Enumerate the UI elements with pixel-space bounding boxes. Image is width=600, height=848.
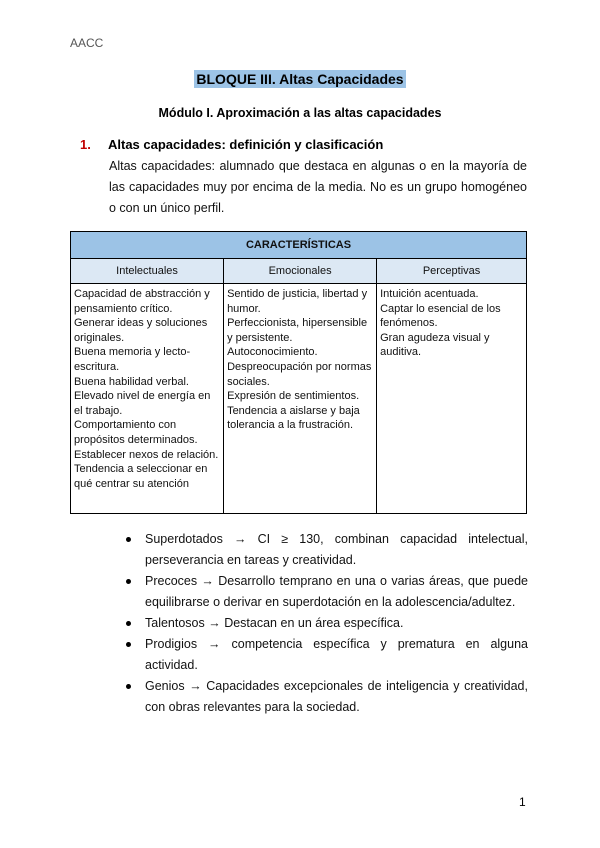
cell-line: Perfeccionista, hipersensible y persistente. (227, 317, 368, 344)
cell-emocionales (224, 284, 377, 514)
cell-line: Elevado nivel de energía en el trabajo. (74, 390, 211, 417)
cell-line: Intuición acentuada. (380, 288, 479, 300)
list-item (120, 676, 528, 718)
list-item-text: Prodigios → competencia específica y prematura en alguna actividad. (145, 637, 528, 672)
list-item (120, 571, 528, 613)
table-header-row (71, 259, 527, 284)
column-header-perceptivas: Perceptivas (377, 259, 527, 284)
section-intro: Altas capacidades: alumnado que destaca en algunas o en la mayoría de las capacidades muy por encima de la media. No es un grupo homogéneo o con un único perfil. (109, 159, 527, 215)
cell-line: Gran agudeza visual y auditiva. (380, 331, 490, 359)
column-header-emocionales: Emocionales (224, 259, 377, 284)
section-number: 1. (80, 137, 91, 152)
list-item-text: Precoces → Desarrollo temprano en una o varias áreas, que puede equilibrarse o derivar en superdotación en la adolescencia/adultez. (145, 574, 528, 609)
cell-line: Buena habilidad verbal. (74, 375, 189, 388)
section-heading (80, 137, 383, 152)
list-item (120, 613, 528, 634)
bullet-icon (126, 642, 131, 647)
cell-line: Despreocupación por normas sociales. (227, 360, 372, 388)
page-title (0, 71, 600, 89)
table-title: CARACTERÍSTICAS (71, 232, 527, 259)
list-item-text: Superdotados → CI ≥ 130, combinan capacidad intelectual, perseverancia en tareas y creatividad. (145, 532, 528, 567)
cell-line: Captar lo esencial de los fenómenos. (380, 302, 501, 330)
list-item-text: Genios → Capacidades excepcionales de inteligencia y creatividad, con obras relevantes para la sociedad. (145, 679, 528, 714)
bullet-icon (126, 684, 131, 689)
page-title-text: BLOQUE III. Altas Capacidades (196, 71, 404, 87)
header-tag: AACC (70, 36, 104, 50)
table-title-row (71, 232, 527, 259)
cell-line: Sentido de justicia, libertad y humor. (227, 288, 368, 315)
cell-line: Establecer nexos de relación. (74, 448, 219, 461)
cell-line: Capacidad de abstracción y pensamiento crítico. (74, 288, 210, 315)
section-heading-text: Altas capacidades: definición y clasificación (108, 137, 384, 152)
cell-line: Buena memoria y lecto-escritura. (74, 346, 191, 373)
cell-line: Expresión de sentimientos. (227, 390, 360, 403)
bullet-icon (126, 579, 131, 584)
cell-line: Comportamiento con propósitos determinados. (74, 419, 198, 446)
types-list (120, 529, 528, 718)
module-subtitle: Módulo I. Aproximación a las altas capacidades (158, 106, 442, 120)
characteristics-table (70, 231, 527, 514)
bullet-icon (126, 537, 131, 542)
cell-line: Generar ideas y soluciones originales. (74, 317, 208, 344)
list-item (120, 529, 528, 571)
cell-line: Tendencia a aislarse y baja tolerancia a la frustración. (227, 404, 360, 432)
cell-intelectuales (71, 284, 224, 514)
cell-line: Autoconocimiento. (227, 346, 318, 359)
list-item (120, 634, 528, 676)
table-row (71, 284, 527, 514)
bullet-icon (126, 621, 131, 626)
column-header-intelectuales: Intelectuales (71, 259, 224, 284)
cell-line: Tendencia a seleccionar en qué centrar su atención (74, 463, 208, 490)
cell-perceptivas (377, 284, 527, 514)
list-item-text: Talentosos → Destacan en un área específica. (145, 616, 404, 630)
page-number: 1 (519, 795, 526, 809)
